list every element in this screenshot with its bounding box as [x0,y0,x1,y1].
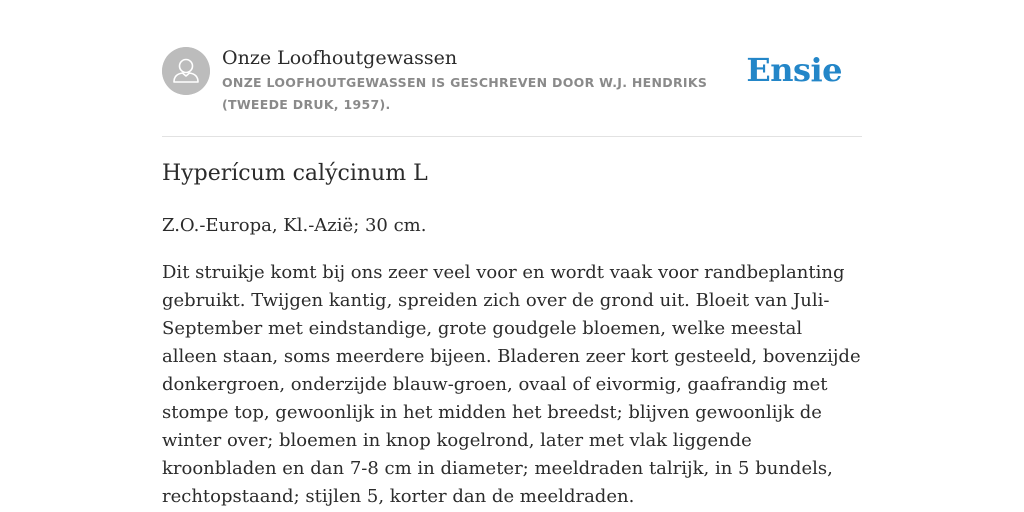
article-paragraph-description: Dit struikje komt bij ons zeer veel voor en wordt vaak voor randbeplanting gebruikt. Twijgen kantig, spreiden zich over de grond uit. Bloeit van Juli-September met eindstandige, grote goudgele bloemen, welke meestal alleen staan, soms meerdere bijeen. Bladeren zeer kort gesteeld, bovenzijde donkergroen, onderzijde blauw-groen, ovaal of eivormig, gaafrandig met stompe top, gewoonlijk in het midden het breedst; blijven gewoonlijk de winter over; bloemen in knop kogelrond, later met vlak liggende kroonbladen en dan 7-8 cm in diameter; meeldraden talrijk, in 5 bundels, rechtopstaand; stijlen 5, korter dan de meeldraden. [162,262,861,507]
article-paragraph-origin: Z.O.-Europa, Kl.-Azië; 30 cm. [162,215,427,236]
header [162,46,862,137]
author-name[interactable]: Onze Loofhoutgewassen [222,47,458,69]
user-silhouette-icon [162,47,210,95]
article-title: Hyperícum calýcinum L [162,161,428,186]
author-description: ONZE LOOFHOUTGEWASSEN IS GESCHREVEN DOOR W.J. HENDRIKS (TWEEDE DRUK, 1957). [222,75,708,112]
author-avatar[interactable] [162,47,210,95]
ensie-logo[interactable]: Ensie [746,51,842,89]
